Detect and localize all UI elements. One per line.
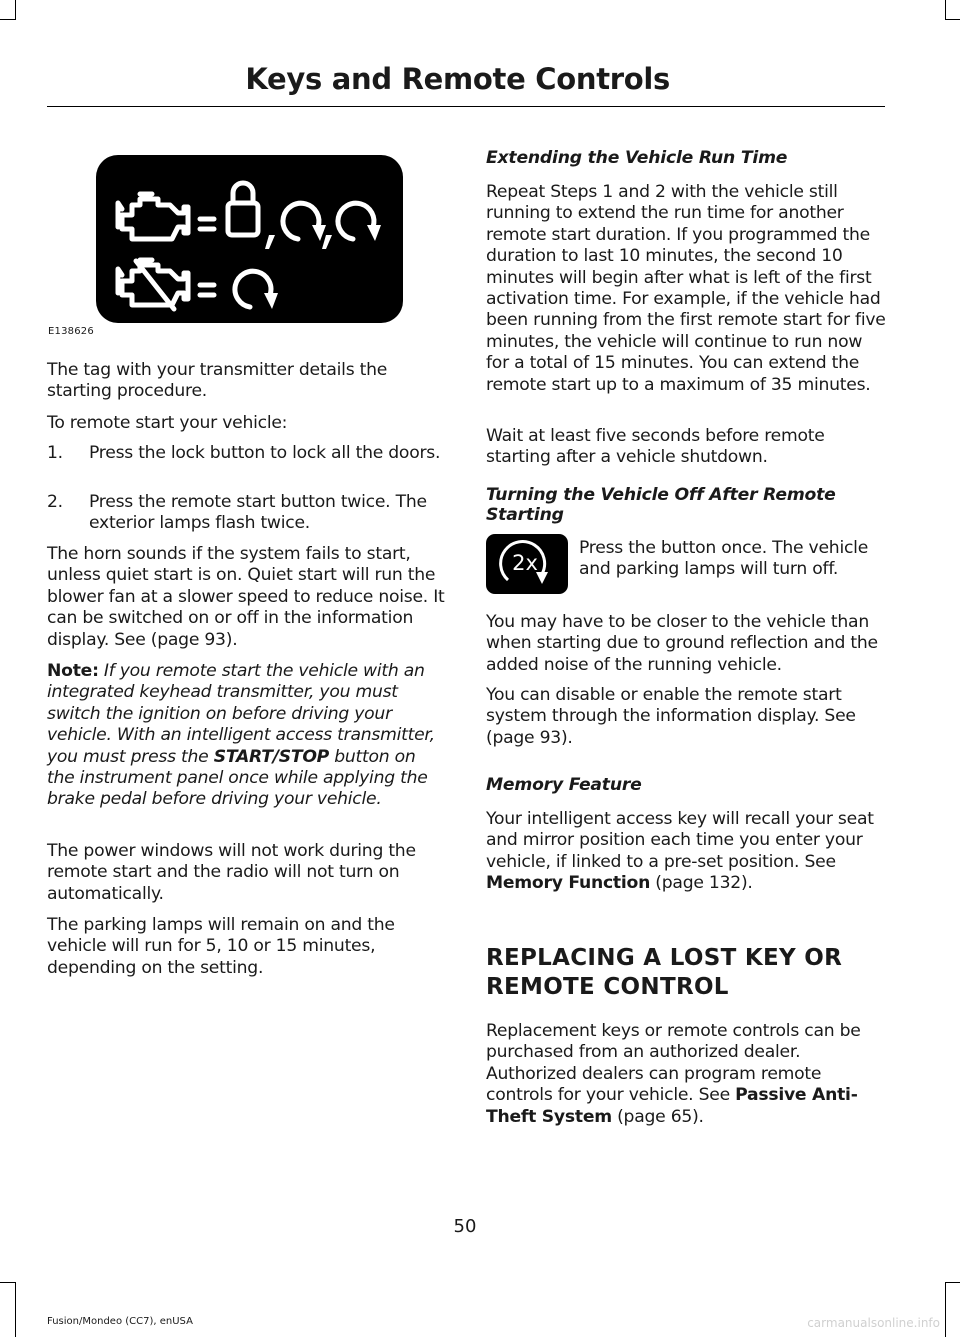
- note-label: Note:: [47, 661, 99, 681]
- list-number: 1.: [47, 443, 63, 463]
- remote-start-indicator-illustration: [96, 155, 403, 323]
- crop-mark: [0, 19, 16, 20]
- section-heading-line: REMOTE CONTROL: [486, 974, 729, 1000]
- paragraph: The power windows will not work during the remote start and the radio will not turn on automatically.: [47, 841, 416, 904]
- crop-mark: [945, 19, 960, 20]
- note-emphasis: START/STOP: [213, 746, 330, 767]
- cross-reference: Passive Anti-Theft System: [486, 1085, 858, 1127]
- remote-start-2x-graphic: [486, 534, 568, 594]
- list-item: [47, 443, 447, 464]
- text-run: Replacement keys or remote controls can be purchased from an authorized dealer. Authorized dealers can program remote controls for your vehicle. See: [486, 1021, 861, 1106]
- remote-start-arrow-icon: [338, 203, 374, 239]
- subheading: Memory Feature: [486, 775, 642, 795]
- paragraph: You can disable or enable the remote start system through the information display. See (page 93).: [486, 685, 856, 748]
- crop-mark: [945, 0, 946, 20]
- text-run: (page 65).: [611, 1106, 704, 1127]
- crop-mark: [945, 1282, 946, 1337]
- crop-mark: [945, 1282, 960, 1283]
- section-heading: [486, 944, 886, 1002]
- section-heading-line: REPLACING A LOST KEY OR: [486, 945, 843, 971]
- lock-icon: [228, 183, 258, 235]
- subheading: Turning the Vehicle Off After Remote Starting: [486, 485, 836, 525]
- page-number: 50: [453, 1216, 477, 1237]
- paragraph: [486, 1021, 886, 1128]
- note-text: button on the instrument panel once while applying the brake pedal before driving your vehicle.: [47, 746, 428, 810]
- paragraph: You may have to be closer to the vehicle than when starting due to ground reflection and the added noise of the running vehicle.: [486, 612, 878, 675]
- crop-mark: [0, 1282, 16, 1283]
- remote-start-arrow-icon: [235, 271, 271, 307]
- paragraph: The horn sounds if the system fails to start, unless quiet start is on. Quiet start will run the blower fan at a slower speed to reduce noise. It can be switched on or off in the information display. See (page 93).: [47, 544, 445, 650]
- watermark: carmanualsonline.info: [807, 1316, 940, 1330]
- list-number: 2.: [47, 492, 63, 512]
- note: [47, 661, 447, 811]
- remote-start-arrow-icon: [283, 203, 319, 239]
- text-run: Your intelligent access key will recall your seat and mirror position each time you enter your vehicle, if linked to a pre-set position. See: [486, 809, 874, 872]
- header-divider: [47, 106, 885, 107]
- engine-icon: [118, 194, 188, 239]
- engine-off-icon: [118, 260, 188, 309]
- crop-mark: [15, 1282, 16, 1337]
- paragraph: Press the button once. The vehicle and parking lamps will turn off.: [579, 538, 869, 580]
- paragraph: The tag with your transmitter details the starting procedure.: [47, 360, 388, 402]
- list-text: Press the lock button to lock all the doors.: [89, 443, 441, 463]
- engine-lock-remote-icons: [96, 155, 403, 323]
- paragraph: [486, 809, 886, 895]
- button-label: 2x: [512, 551, 538, 575]
- page-title: Keys and Remote Controls: [245, 62, 670, 96]
- list-text: Press the remote start button twice. The exterior lamps flash twice.: [89, 492, 427, 534]
- cross-reference: Memory Function: [486, 873, 651, 894]
- footer-text: Fusion/Mondeo (CC7), enUSA: [47, 1316, 193, 1327]
- figure-code: E138626: [48, 326, 94, 337]
- remote-start-2x-icon: [486, 534, 568, 594]
- list-item: [47, 492, 447, 535]
- text-run: (page 132).: [650, 873, 753, 894]
- paragraph: The parking lamps will remain on and the vehicle will run for 5, 10 or 15 minutes, depending on the setting.: [47, 915, 395, 978]
- subheading: Extending the Vehicle Run Time: [486, 148, 788, 168]
- crop-mark: [15, 0, 16, 20]
- paragraph: To remote start your vehicle:: [47, 413, 288, 433]
- paragraph: Wait at least five seconds before remote starting after a vehicle shutdown.: [486, 426, 825, 468]
- paragraph: Repeat Steps 1 and 2 with the vehicle still running to extend the run time for another remote start duration. If you programmed the duration to last 10 minutes, the second 10 minutes will begin after what is left of the first activation time. For example, if the vehicle had been running from the first remote start for five minutes, the vehicle will continue to run now for a total of 15 minutes. You can extend the remote start up to a maximum of 35 minutes.: [486, 182, 886, 395]
- note-text: If you remote start the vehicle with an integrated keyhead transmitter, you must switch the ignition on before driving your vehicle. With an intelligent access transmitter, you must press the: [47, 661, 435, 767]
